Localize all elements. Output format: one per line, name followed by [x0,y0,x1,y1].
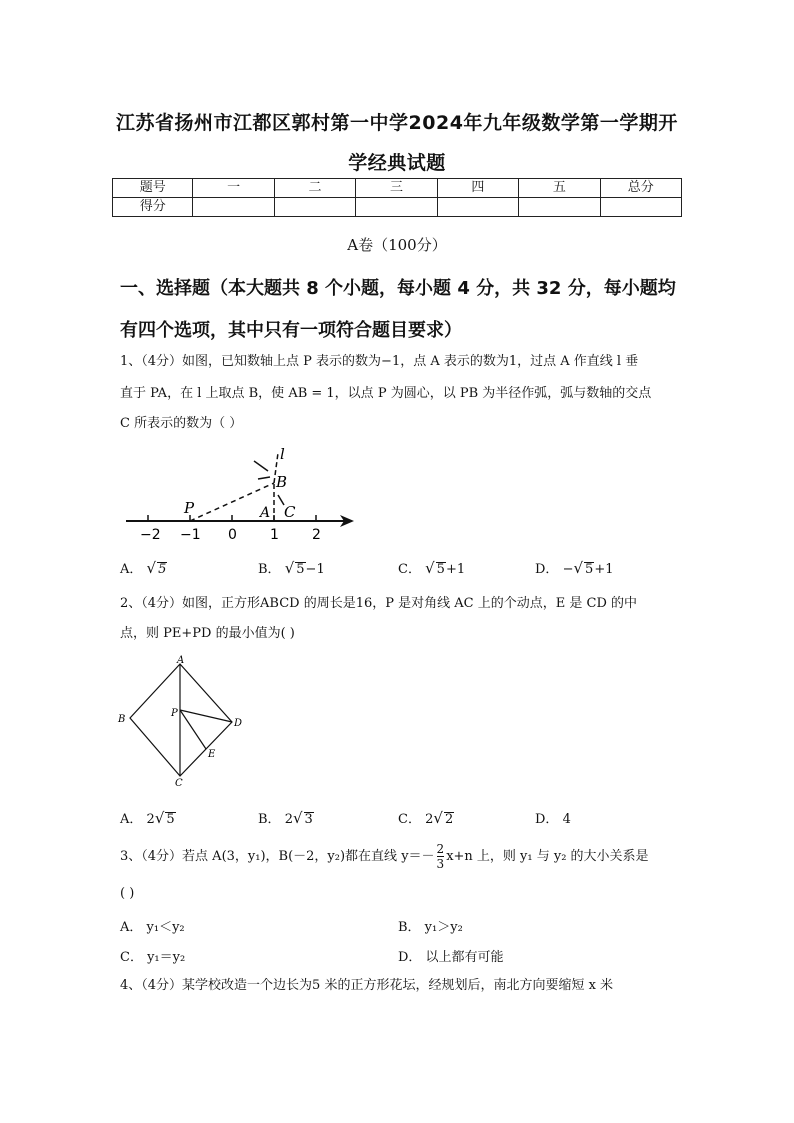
arc-mark [254,461,268,471]
point-p-label: P [184,499,195,517]
page-title: 江苏省扬州市江都区郭村第一中学2024年九年级数学第一学期开 [116,112,678,134]
point-a-label: A [260,505,271,521]
table-cell: 二 [274,179,355,198]
point-p-label: P [171,708,178,719]
segment-pe [180,710,206,749]
q3-option-d[interactable]: D． 以上都有可能 [398,950,504,965]
table-cell: 四 [437,179,518,198]
question-2-line1: 2、（4分）如图，正方形ABCD 的周长是16，P 是对角线 AC 上的个动点，E 是 CD 的中 [120,596,638,611]
table-cell[interactable] [519,198,600,217]
q1-option-a[interactable]: A． √ 5 [120,559,167,577]
table-cell[interactable] [193,198,274,217]
section-heading-line2: 有四个选项，其中只有一项符合题目要求） [120,320,462,341]
point-c-label: C [284,503,296,521]
arc-mark [258,477,270,479]
page-title-line2: 学经典试题 [348,152,446,174]
number-line-figure [118,445,368,545]
question-3-line2: ( ) [120,886,135,901]
q2-option-d[interactable]: D． 4 [535,812,571,827]
q2-option-c[interactable]: C． 2√ 2 [398,809,454,827]
table-cell: 总分 [600,179,681,198]
tick-label: −1 [180,527,201,543]
vertex-c-label: C [175,778,183,789]
table-cell: 一 [193,179,274,198]
question-3-line1 [120,842,680,871]
vertex-b-label: B [118,714,126,725]
q3-option-b[interactable]: B． y₁＞y₂ [398,920,463,935]
table-row [113,179,682,198]
section-heading: 一、选择题（本大题共 8 个小题，每小题 4 分，共 32 分，每小题均 [120,278,676,299]
q3-text-a: 3、（4分）若点 A(3，y₁)，B(－2，y₂)都在直线 y＝－ [120,849,435,864]
paper-a-heading: A卷（100分） [347,236,447,254]
question-4-line1: 4、（4分）某学校改造一个边长为5 米的正方形花坛，经规划后，南北方向要缩短 x 米 [120,978,614,993]
q3-option-a[interactable]: A． y₁＜y₂ [120,920,185,935]
vertex-d-label: D [234,718,243,729]
q1-option-c[interactable]: C． √ 5+1 [398,559,466,577]
table-cell[interactable] [356,198,437,217]
table-row [113,198,682,217]
table-cell: 题号 [113,179,193,198]
q1-option-b[interactable]: B． √ 5−1 [258,559,325,577]
q3-text-b: x+n 上，则 y₁ 与 y₂ 的大小关系是 [446,849,649,864]
table-cell: 五 [519,179,600,198]
tick-label: −2 [140,527,161,543]
line-l-label: l [280,445,285,463]
square-abcd [130,664,232,776]
question-1-line3: C 所表示的数为（ ） [120,416,243,431]
table-cell: 三 [356,179,437,198]
point-e-label: E [208,749,216,760]
table-cell[interactable] [274,198,355,217]
fraction: $\frac{2}{3}$ [436,842,445,871]
q1-option-d[interactable]: D． −√ 5+1 [535,559,614,577]
question-2-line2: 点，则 PE+PD 的最小值为( ) [120,626,295,641]
tick-label: 0 [228,527,237,543]
question-1-line1: 1、（4分）如图，已知数轴上点 P 表示的数为−1，点 A 表示的数为1，过点 A 作直线 l 垂 [120,354,639,369]
point-b-label: B [276,473,288,491]
tick-label: 1 [270,527,279,543]
q3-option-c[interactable]: C． y₁＝y₂ [120,950,186,965]
table-cell: 得分 [113,198,193,217]
table-cell[interactable] [437,198,518,217]
question-1-line2: 直于 PA，在 l 上取点 B，使 AB = 1，以点 P 为圆心，以 PB 为半径作弧，弧与数轴的交点 [120,386,652,401]
q2-option-a[interactable]: A． 2√ 5 [120,809,175,827]
segment-pd [180,710,232,722]
score-table [112,178,682,217]
q2-option-b[interactable]: B． 2√ 3 [258,809,313,827]
square-figure [112,654,262,794]
vertex-a-label: A [177,655,185,666]
tick-label: 2 [312,527,321,543]
table-cell[interactable] [600,198,681,217]
